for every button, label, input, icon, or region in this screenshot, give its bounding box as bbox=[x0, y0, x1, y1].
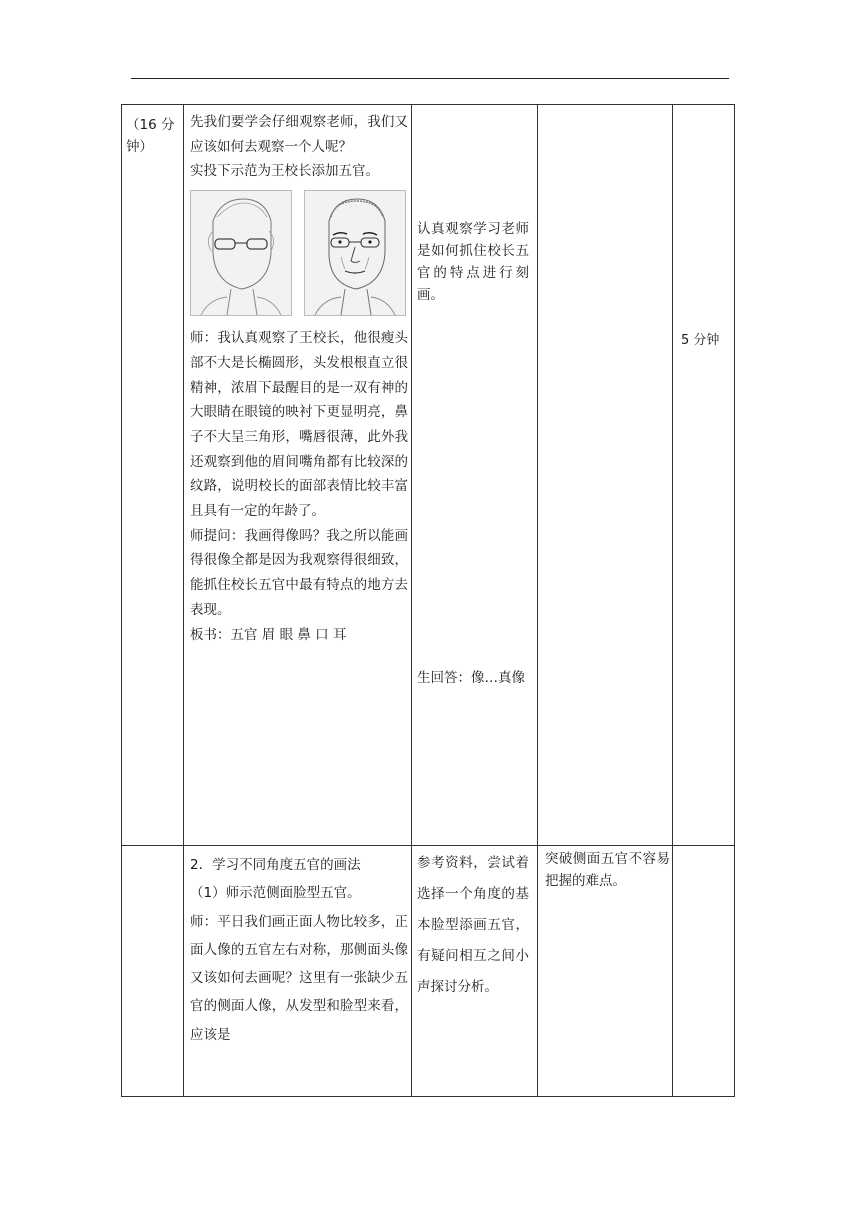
row1-student-activity: 认真观察学习老师是如何抓住校长五官的特点进行刻画。 bbox=[417, 221, 529, 303]
row2-para1: 2．学习不同角度五官的画法 bbox=[190, 857, 361, 873]
row1-para3: 师：我认真观察了王校长，他很瘦头部不大是长椭圆形，头发根根直立很精神，浓眉下最醒目的是一双有神的大眼睛在眼镜的映衬下更显明亮，鼻子不大呈三角形，嘴唇很薄，此外我还观察到他的眉间嘴角都有比较深的纹路，说明校长的面部表情比较丰富且具有一定的年龄了。 bbox=[190, 330, 408, 520]
lesson-table bbox=[121, 104, 735, 1097]
row2-student-activity: 参考资料，尝试着选择一个角度的基本脸型添画五官，有疑问相互之间小声探讨分析。 bbox=[417, 855, 529, 995]
row1-student-answer: 生回答：像…真像 bbox=[417, 670, 525, 686]
face-outline-with-glasses-sketch bbox=[190, 190, 292, 316]
row1-time: 5 分钟 bbox=[681, 333, 720, 348]
table-border-right bbox=[734, 104, 735, 1097]
table-border-bottom bbox=[121, 1096, 735, 1097]
completed-face-portrait-sketch bbox=[304, 190, 406, 316]
row1-duration: （16 分钟） bbox=[126, 117, 175, 155]
row2-para3: 师：平日我们画正面人物比较多，正面人像的五官左右对称，那侧面头像又该如何去画呢？这里有一张缺少五官的侧面人像，从发型和脸型来看，应该是 bbox=[190, 913, 408, 1043]
table-column-divider bbox=[411, 104, 412, 1097]
table-column-divider bbox=[672, 104, 673, 1097]
table-border-top bbox=[121, 104, 735, 105]
row2-design-intent: 突破侧面五官不容易把握的难点。 bbox=[545, 851, 670, 889]
row1-para5: 板书：五官 眉 眼 鼻 口 耳 bbox=[190, 626, 347, 643]
table-column-divider bbox=[183, 104, 184, 1097]
row2-teaching-content bbox=[190, 851, 408, 1049]
row1-teaching-content bbox=[190, 110, 408, 647]
row1-para4: 师提问：我画得像吗？我之所以能画得很像全都是因为我观察得很细致，能抓住校长五官中最有特点的地方去表现。 bbox=[190, 527, 408, 618]
row2-para2: （1）师示范侧面脸型五官。 bbox=[190, 885, 361, 902]
table-row-divider bbox=[121, 845, 735, 846]
portrait-images bbox=[190, 190, 408, 316]
row1-para1: 先我们要学会仔细观察老师，我们又应该如何去观察一个人呢？ bbox=[190, 114, 408, 155]
table-border-left bbox=[121, 104, 122, 1097]
row1-para2: 实投下示范为王校长添加五官。 bbox=[190, 163, 379, 180]
header-rule bbox=[131, 78, 729, 79]
table-column-divider bbox=[537, 104, 538, 1097]
